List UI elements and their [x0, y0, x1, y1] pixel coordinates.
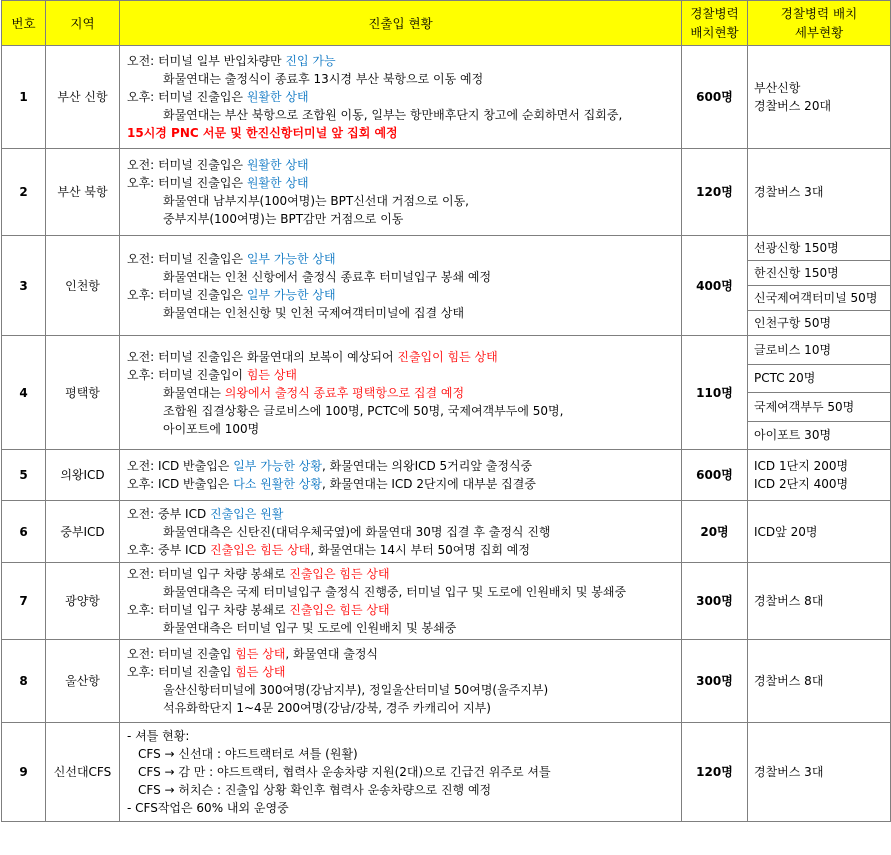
table-row — [2, 236, 891, 336]
row-region: 인천항 — [46, 236, 120, 336]
row-status — [120, 149, 682, 236]
police-detail-line: ICD 1단지 200명 — [754, 459, 849, 473]
status-text: 원활한 상태 — [246, 176, 309, 190]
row-region: 신선대CFS — [46, 723, 120, 822]
police-detail-item: 국제여객부두 50명 — [748, 393, 890, 422]
status-line — [127, 505, 677, 523]
police-detail-line: 경찰버스 8대 — [754, 594, 824, 608]
status-text: , 화물연대는 의왕ICD 5거리앞 출정식중 — [321, 459, 533, 473]
status-line — [127, 745, 677, 763]
status-text: 화물연대는 부산 북항으로 조합원 이동, 일부는 항만배후단지 창고에 순회하면서 집회중, — [163, 108, 623, 122]
row-number: 1 — [2, 46, 46, 149]
row-number: 9 — [2, 723, 46, 822]
row-status — [120, 640, 682, 723]
status-line — [127, 348, 677, 366]
row-status — [120, 563, 682, 640]
status-text: - CFS작업은 60% 내외 운영중 — [127, 801, 289, 815]
police-count: 110명 — [682, 336, 748, 450]
status-text: 오전: 중부 ICD — [127, 506, 211, 521]
police-detail-line: 부산신항 — [754, 81, 801, 95]
status-text: 오전: 터미널 진출입은 — [127, 158, 247, 172]
police-detail-line: 경찰버스 3대 — [754, 185, 824, 199]
police-detail-item: 선광신항 150명 — [748, 236, 890, 261]
table-row — [2, 46, 891, 149]
status-text: 화물연대는 출정식이 종료후 13시경 부산 북항으로 이동 예정 — [163, 72, 484, 86]
status-text: 힘든 상태 — [235, 647, 286, 661]
status-text: - 셔틀 현황: — [127, 729, 190, 743]
status-line — [127, 210, 677, 228]
row-region: 부산 신항 — [46, 46, 120, 149]
table-row — [2, 450, 891, 501]
row-number: 6 — [2, 501, 46, 563]
table-row — [2, 723, 891, 822]
police-detail-item: 글로비스 10명 — [748, 336, 890, 365]
row-region: 의왕ICD — [46, 450, 120, 501]
police-detail-line: ICD앞 20명 — [754, 524, 818, 539]
status-line — [127, 286, 677, 304]
status-line — [127, 70, 677, 88]
status-line — [127, 457, 677, 475]
row-status — [120, 450, 682, 501]
header-row — [2, 1, 891, 46]
status-line — [127, 250, 677, 268]
police-detail — [748, 46, 891, 149]
police-detail-item: 신국제여객터미널 50명 — [748, 286, 890, 311]
status-text: 석유화학단지 1~4문 200여명(강남/강북, 경주 카캐리어 지부) — [163, 701, 491, 715]
police-detail-item: 한진신항 150명 — [748, 261, 890, 286]
status-text: 오후: 중부 ICD — [127, 542, 211, 557]
status-text: , 화물연대는 ICD 2단지에 대부분 집결중 — [321, 477, 536, 491]
status-text: 오전: 터미널 입구 차량 봉쇄로 — [127, 567, 290, 581]
status-text: 화물연대는 인천신항 및 인천 국제여객터미널에 집결 상태 — [163, 305, 465, 320]
status-line — [127, 366, 677, 384]
status-line — [127, 681, 677, 699]
status-text: 힘든 상태 — [235, 665, 286, 679]
table-row — [2, 501, 891, 563]
table-row — [2, 336, 891, 450]
status-line — [127, 156, 677, 174]
police-detail — [748, 640, 891, 723]
status-text: 일부 가능한 상태 — [246, 287, 336, 302]
status-line — [127, 52, 677, 70]
status-line — [127, 781, 677, 799]
status-text: 힘든 상태 — [246, 367, 298, 382]
status-text: 진출입은 원활 — [210, 506, 284, 521]
status-line — [127, 384, 677, 402]
police-detail — [748, 723, 891, 822]
row-region: 부산 북항 — [46, 149, 120, 236]
status-text: 오전: 터미널 진출입 — [127, 647, 236, 661]
status-text: 오후: 터미널 진출입 — [127, 665, 236, 679]
row-region: 중부ICD — [46, 501, 120, 563]
table-row — [2, 563, 891, 640]
police-detail-item: 인천구항 50명 — [754, 316, 832, 330]
row-status — [120, 236, 682, 336]
status-line — [127, 727, 677, 745]
row-status — [120, 723, 682, 822]
status-text: 의왕에서 출정식 종료후 평택항으로 집결 예정 — [224, 385, 465, 400]
police-count: 300명 — [682, 640, 748, 723]
status-table — [1, 0, 891, 822]
table-row — [2, 640, 891, 723]
status-text: CFS → 감 만 : 야드트랙터, 협력사 운송차량 지원(2대)으로 긴급건 위주로 셔틀 — [138, 765, 551, 779]
status-text: 오후: ICD 반출입은 — [127, 477, 234, 491]
police-count: 300명 — [682, 563, 748, 640]
status-line — [127, 174, 677, 192]
police-count: 600명 — [682, 450, 748, 501]
status-line — [127, 420, 677, 438]
row-region: 광양항 — [46, 563, 120, 640]
status-line — [127, 583, 677, 601]
police-count: 600명 — [682, 46, 748, 149]
status-text: 진입 가능 — [285, 54, 336, 68]
status-text: 화물연대는 인천 신항에서 출정식 종료후 터미널입구 봉쇄 예정 — [163, 269, 492, 284]
status-text: 오후: 터미널 진출입이 — [127, 367, 247, 382]
police-detail — [748, 501, 891, 563]
row-number: 7 — [2, 563, 46, 640]
status-line — [127, 645, 677, 663]
status-line — [127, 304, 677, 322]
status-text: 일부 가능한 상태 — [246, 251, 336, 266]
status-text: 진출입은 힘든 상태 — [289, 603, 390, 617]
status-text: 조합원 집결상황은 글로비스에 100명, PCTC에 50명, 국제여객부두에 50명, — [163, 403, 564, 418]
police-detail-item: 아이포트 30명 — [754, 428, 832, 443]
police-count: 400명 — [682, 236, 748, 336]
police-detail-line: 경찰버스 8대 — [754, 674, 824, 688]
row-number: 2 — [2, 149, 46, 236]
status-text: 오후: 터미널 진출입은 — [127, 287, 247, 302]
header-region: 지역 — [46, 1, 120, 46]
row-status — [120, 336, 682, 450]
status-text: 오전: ICD 반출입은 — [127, 459, 234, 473]
header-police-detail: 경찰병력 배치 세부현황 — [748, 1, 891, 46]
status-text: 진출입은 힘든 상태 — [289, 567, 390, 581]
status-text: , 화물연대는 14시 부터 50여명 집회 예정 — [310, 542, 530, 557]
row-status — [120, 501, 682, 563]
status-text: , 화물연대 출정식 — [285, 647, 379, 661]
police-detail-line: ICD 2단지 400명 — [754, 477, 849, 491]
status-line — [127, 106, 677, 124]
row-number: 3 — [2, 236, 46, 336]
police-count: 120명 — [682, 723, 748, 822]
status-text: 15시경 PNC 서문 및 한진신항터미널 앞 집회 예정 — [127, 126, 398, 140]
status-line — [127, 124, 677, 142]
police-detail-item: PCTC 20명 — [748, 365, 890, 394]
row-region: 울산항 — [46, 640, 120, 723]
header-status: 진출입 현황 — [120, 1, 682, 46]
row-region: 평택항 — [46, 336, 120, 450]
status-line — [127, 402, 677, 420]
status-line — [127, 763, 677, 781]
status-line — [127, 601, 677, 619]
status-text: 화물연대측은 국제 터미널입구 출정식 진행중, 터미널 입구 및 도로에 인원배치 및 봉쇄중 — [163, 585, 627, 599]
police-detail — [748, 563, 891, 640]
header-police-count: 경찰병력 배치현황 — [682, 1, 748, 46]
status-line — [127, 699, 677, 717]
table-row — [2, 149, 891, 236]
status-text: 화물연대측은 신탄진(대덕우체국옆)에 화물연대 30명 집결 후 출정식 진행 — [163, 524, 551, 539]
row-number: 8 — [2, 640, 46, 723]
status-line — [127, 88, 677, 106]
status-text: 오전: 터미널 진출입은 — [127, 251, 247, 266]
status-text: 다소 원활한 상황 — [233, 477, 322, 491]
status-text: 오전: 터미널 진출입은 화물연대의 보복이 예상되어 — [127, 349, 398, 364]
status-text: 중부지부(100여명)는 BPT감만 거점으로 이동 — [163, 212, 404, 226]
police-count: 20명 — [682, 501, 748, 563]
police-detail — [748, 450, 891, 501]
status-line — [127, 799, 677, 817]
police-detail — [748, 336, 891, 450]
row-status — [120, 46, 682, 149]
status-text: 원활한 상태 — [246, 158, 309, 172]
police-detail-line: 경찰버스 20대 — [754, 99, 832, 113]
status-text: 오후: 터미널 진출입은 — [127, 90, 247, 104]
status-text: 원활한 상태 — [246, 90, 309, 104]
police-count: 120명 — [682, 149, 748, 236]
status-line — [127, 565, 677, 583]
status-text: 일부 가능한 상황 — [233, 459, 322, 473]
status-line — [127, 192, 677, 210]
police-detail — [748, 236, 891, 336]
status-text: 화물연대는 — [163, 385, 225, 400]
status-line — [127, 475, 677, 493]
status-text: 울산신항터미널에 300여명(강남지부), 정일울산터미널 50여명(울주지부) — [163, 683, 549, 697]
status-text: 오전: 터미널 일부 반입차량만 — [127, 54, 286, 68]
status-text: 화물연대 남부지부(100여명)는 BPT신선대 거점으로 이동, — [163, 194, 469, 208]
status-text: CFS → 신선대 : 야드트랙터로 셔틀 (원활) — [138, 747, 358, 761]
header-no: 번호 — [2, 1, 46, 46]
row-number: 4 — [2, 336, 46, 450]
status-text: 오후: 터미널 진출입은 — [127, 176, 247, 190]
status-line — [127, 619, 677, 637]
status-text: 진출입은 힘든 상태 — [210, 542, 311, 557]
status-line — [127, 541, 677, 559]
status-text: 진출입이 힘든 상태 — [397, 349, 498, 364]
police-detail — [748, 149, 891, 236]
status-text: CFS → 허치슨 : 진출입 상황 확인후 협력사 운송차량으로 진행 예정 — [138, 783, 492, 797]
status-line — [127, 663, 677, 681]
status-text: 아이포트에 100명 — [163, 421, 260, 436]
row-number: 5 — [2, 450, 46, 501]
status-line — [127, 523, 677, 541]
status-line — [127, 268, 677, 286]
status-text: 화물연대측은 터미널 입구 및 도로에 인원배치 및 봉쇄중 — [163, 621, 457, 635]
status-text: 오후: 터미널 입구 차량 봉쇄로 — [127, 603, 290, 617]
police-detail-line: 경찰버스 3대 — [754, 765, 824, 779]
